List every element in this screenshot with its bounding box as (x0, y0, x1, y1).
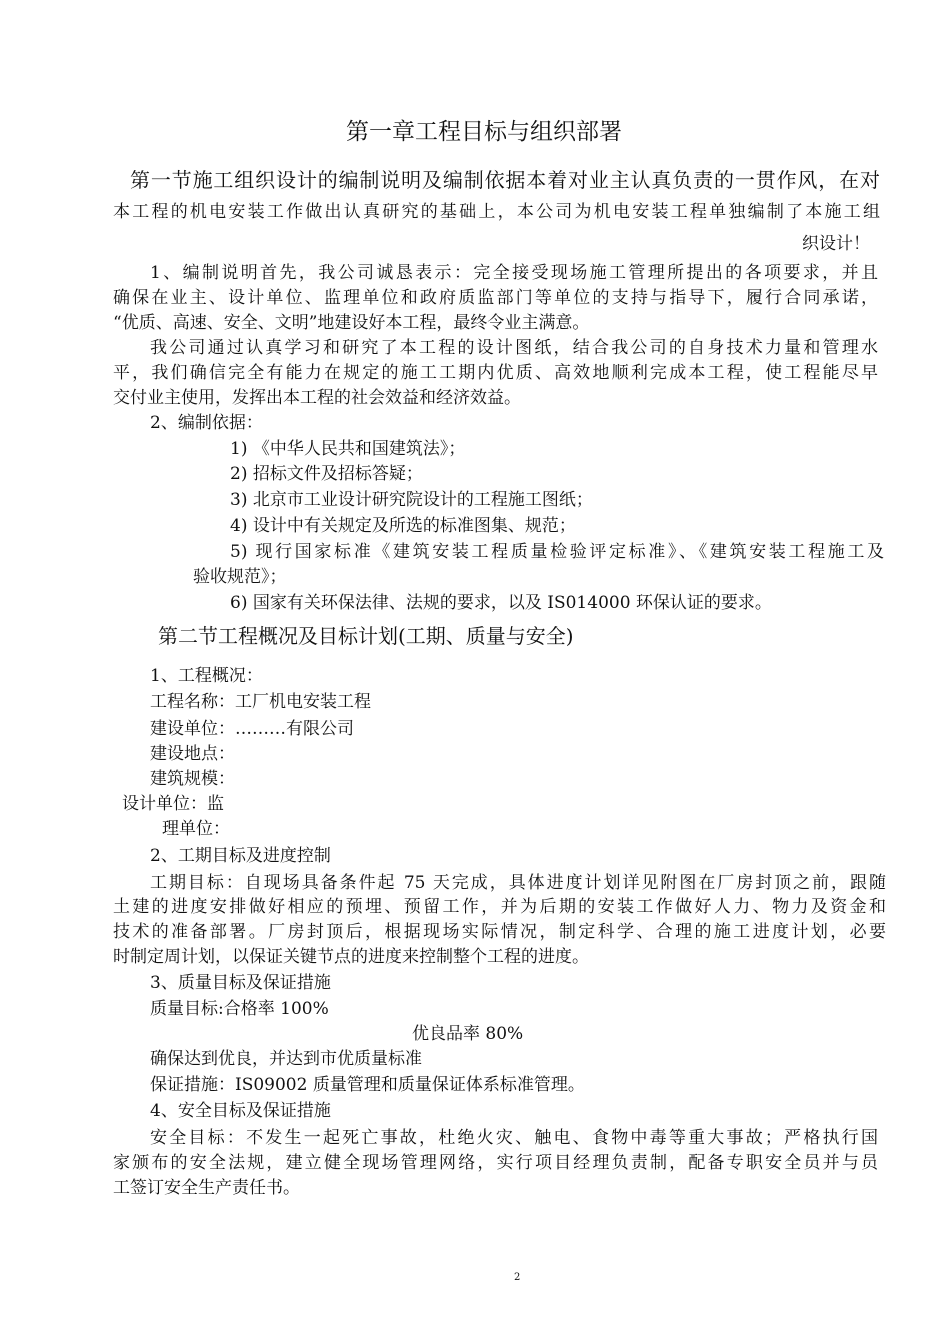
safety-line-3: 工签订安全生产责任书。 (113, 1178, 300, 1198)
p1-line-3: “优质、高速、安全、文明”地建设好本工程，最终令业主满意。 (113, 313, 590, 333)
overview-scale: 建筑规模： (150, 769, 235, 789)
section2-title: 第二节工程概况及目标计划(工期、质量与安全) (158, 624, 574, 648)
p2-line-1: 我公司通过认真学习和研究了本工程的设计图纸，结合我公司的自身技术力量和管理水 (150, 338, 878, 358)
schedule-line-1: 工期目标：自现场具备条件起 75 天完成，具体进度计划详见附图在厂房封顶之前，跟随 (150, 873, 886, 893)
quality-heading: 3、质量目标及保证措施 (150, 973, 331, 993)
section1-line-1: 第一节施工组织设计的编制说明及编制依据本着对业主认真负责的一贯作风，在对 (130, 168, 880, 192)
p2-line-2: 平，我们确信完全有能力在规定的施工工期内优质、高效地顺利完成本工程，使工程能尽早 (113, 363, 878, 383)
quality-target: 质量目标:合格率 100% (150, 999, 329, 1019)
basis-item-2: 2) 招标文件及招标答疑； (230, 464, 423, 484)
page-number: 2 (514, 1272, 521, 1283)
schedule-line-2: 土建的进度安排做好相应的预埋、预留工作，并为后期的安装工作做好人力、物力及资金和 (113, 897, 886, 917)
quality-measures: 保证措施：IS09002 质量管理和质量保证体系标准管理。 (150, 1075, 585, 1095)
safety-line-1: 安全目标：不发生一起死亡事故，杜绝火灾、触电、食物中毒等重大事故；严格执行国 (150, 1128, 878, 1148)
p1-line-2: 确保在业主、设计单位、监理单位和政府质监部门等单位的支持与指导下，履行合同承诺， (113, 288, 878, 308)
basis-heading: 2、编制依据： (150, 413, 263, 433)
schedule-line-3: 技术的准备部署。厂房封顶后，根据现场实际情况，制定科学、合理的施工进度计划，必要 (113, 922, 886, 942)
basis-item-4: 4) 设计中有关规定及所选的标准图集、规范； (230, 516, 576, 536)
overview-builder: 建设单位：………有限公司 (150, 719, 354, 739)
basis-item-1: 1) 《中华人民共和国建筑法》； (230, 439, 466, 459)
quality-excellent: 优良品率 80% (412, 1024, 524, 1044)
section1-line-3: 织设计！ (802, 234, 870, 254)
basis-item-6: 6) 国家有关环保法律、法规的要求，以及 IS014000 环保认证的要求。 (230, 593, 772, 613)
safety-line-2: 家颁布的安全法规，建立健全现场管理网络，实行项目经理负责制，配备专职安全员并与员 (113, 1153, 878, 1173)
safety-heading: 4、安全目标及保证措施 (150, 1101, 331, 1121)
basis-item-5-cont: 验收规范》； (193, 567, 287, 587)
basis-item-3: 3) 北京市工业设计研究院设计的工程施工图纸； (230, 490, 593, 510)
section1-line-2: 本工程的机电安装工作做出认真研究的基础上，本公司为机电安装工程单独编制了本施工组 (113, 202, 880, 222)
overview-supervisor: 理单位： (162, 819, 230, 839)
p2-line-3: 交付业主使用，发挥出本工程的社会效益和经济效益。 (113, 388, 521, 408)
basis-item-5: 5) 现行国家标准《建筑安装工程质量检验评定标准》、《建筑安装工程施工及 (230, 542, 884, 562)
overview-site: 建设地点： (150, 744, 235, 764)
chapter-title: 第一章工程目标与组织部署 (346, 119, 622, 145)
overview-name: 工程名称：工厂机电安装工程 (150, 692, 371, 712)
schedule-line-4: 时制定周计划，以保证关键节点的进度来控制整个工程的进度。 (113, 947, 589, 967)
schedule-heading: 2、工期目标及进度控制 (150, 846, 331, 866)
overview-heading: 1、工程概况： (150, 666, 263, 686)
overview-designer: 设计单位：监 (122, 794, 224, 814)
p1-line-1: 1、编制说明首先，我公司诚恳表示：完全接受现场施工管理所提出的各项要求，并且 (150, 263, 878, 283)
quality-ensure: 确保达到优良，并达到市优质量标准 (150, 1049, 422, 1069)
